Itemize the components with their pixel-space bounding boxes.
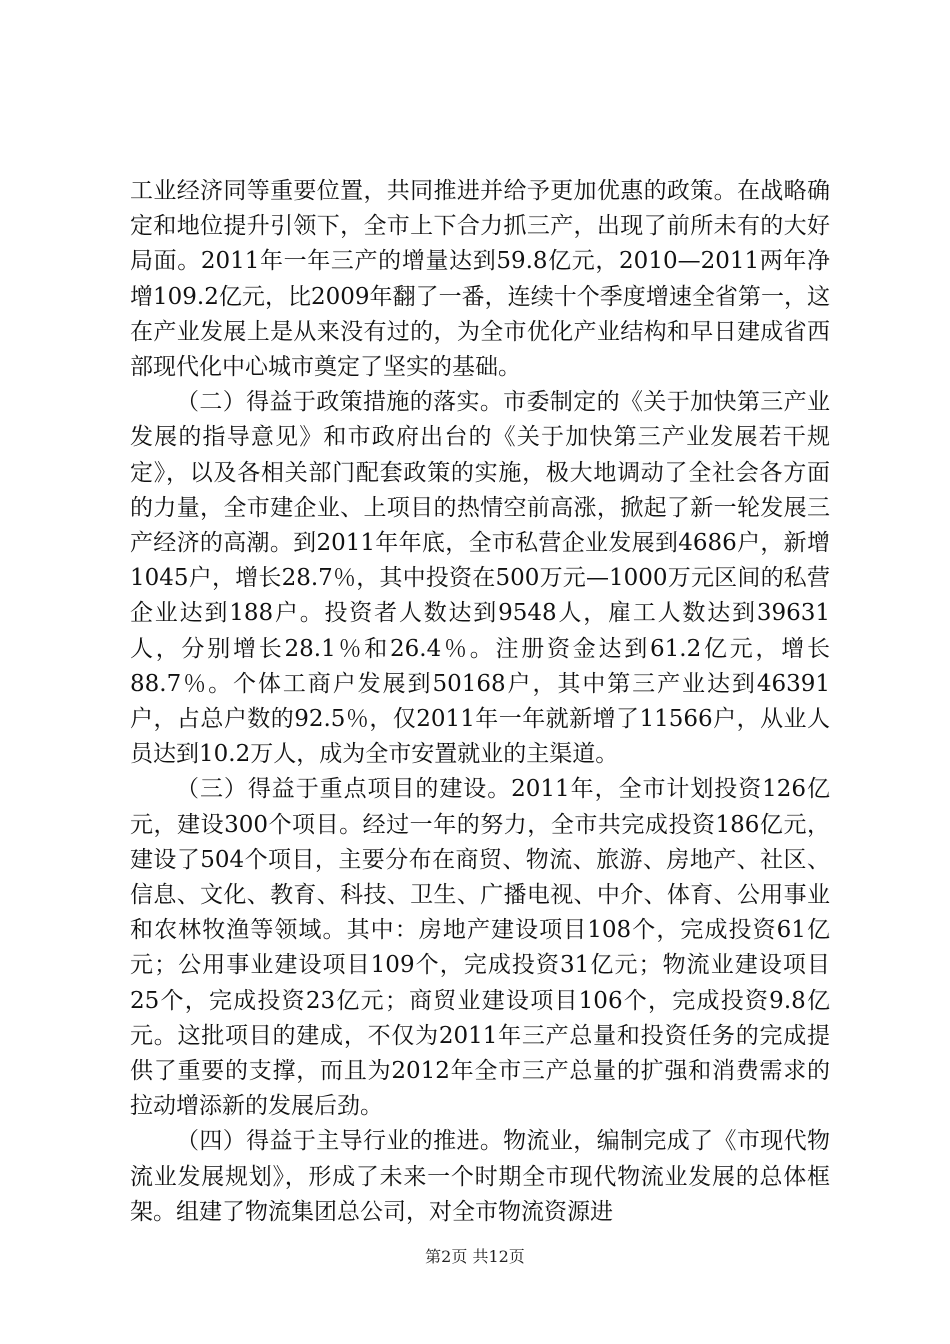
paragraph-policy-measures: （二）得益于政策措施的落实。市委制定的《关于加快第三产业发展的指导意见》和市政府出台的《关于加快第三产业发展若干规定》，以及各相关部门配套政策的实施，极大地调动了全社会各方面的力量，全市建企业、上项目的热情空前高涨，掀起了新一轮发展三产经济的高潮。到2011年年底，全市私营企业发展到4686户，新增1045户，增长28.7％，其中投资在500万元—1000万元区间的私营企业达到188户。投资者人数达到9548人，雇工人数达到39631人，分别增长28.1％和26.4％。注册资金达到61.2亿元，增长88.7％。个体工商户发展到50168户，其中第三产业达到46391户，占总户数的92.5％，仅2011年一年就新增了11566户，从业人员达到10.2万人，成为全市安置就业的主渠道。 — [130, 389, 830, 768]
document-body — [130, 174, 830, 1230]
page-number-footer: 第2页 共12页 — [425, 1247, 525, 1266]
paragraph-continuation: 工业经济同等重要位置，共同推进并给予更加优惠的政策。在战略确定和地位提升引领下，全市上下合力抓三产，出现了前所未有的大好局面。2011年一年三产的增量达到59.8亿元，2010—2011两年净增109.2亿元，比2009年翻了一番，连续十个季度增速全省第一，这在产业发展上是从来没有过的，为全市优化产业结构和早日建成省西部现代化中心城市奠定了坚实的基础。 — [130, 178, 830, 381]
paragraph-leading-industries: （四）得益于主导行业的推进。物流业，编制完成了《市现代物流业发展规划》，形成了未来一个时期全市现代物流业发展的总体框架。组建了物流集团总公司，对全市物流资源进 — [130, 1128, 830, 1225]
paragraph-key-projects: （三）得益于重点项目的建设。2011年，全市计划投资126亿元，建设300个项目。经过一年的努力，全市共完成投资186亿元，建设了504个项目，主要分布在商贸、物流、旅游、房地产、社区、信息、文化、教育、科技、卫生、广播电视、中介、体育、公用事业和农林牧渔等领域。其中：房地产建设项目108个，完成投资61亿元；公用事业建设项目109个，完成投资31亿元；物流业建设项目25个，完成投资23亿元；商贸业建设项目106个，完成投资9.8亿元。这批项目的建成，不仅为2011年三产总量和投资任务的完成提供了重要的支撑，而且为2012年全市三产总量的扩强和消费需求的拉动增添新的发展后劲。 — [130, 776, 830, 1120]
